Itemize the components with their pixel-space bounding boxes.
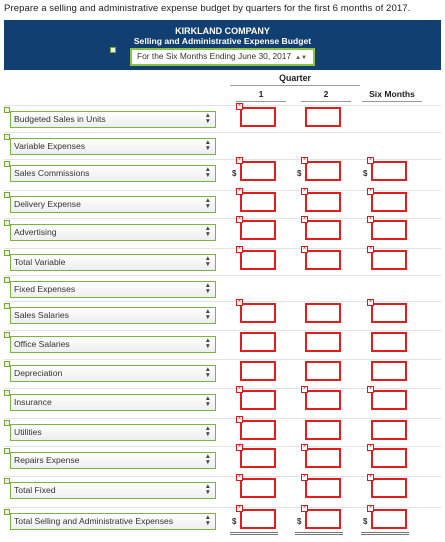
dropdown-arrows-icon: ▲▼ bbox=[295, 55, 307, 61]
row-label-dropdown-insurance[interactable] bbox=[10, 394, 216, 411]
incorrect-mark-icon: × bbox=[368, 216, 373, 222]
incorrect-mark-icon: × bbox=[368, 157, 373, 163]
row-label-text: Delivery Expense bbox=[14, 199, 81, 209]
incorrect-mark-icon: × bbox=[368, 444, 373, 450]
incorrect-mark-icon: × bbox=[237, 216, 242, 222]
amount-input-total-variable-q2[interactable] bbox=[305, 250, 341, 270]
row-label-text: Total Variable bbox=[14, 257, 66, 267]
dropdown-arrows-icon: ▲ ▼ bbox=[204, 225, 211, 238]
amount-input-sales-commissions-six-months[interactable] bbox=[371, 161, 407, 181]
row-label-text: Total Fixed bbox=[14, 485, 56, 495]
row-separator bbox=[4, 105, 441, 106]
currency-symbol: $ bbox=[232, 517, 237, 526]
dropdown-arrows-icon: ▲ ▼ bbox=[204, 425, 211, 438]
amount-input-repairs-expense-q2[interactable] bbox=[305, 448, 341, 468]
incorrect-mark-icon: × bbox=[237, 157, 242, 163]
budget-header bbox=[4, 20, 441, 70]
row-separator bbox=[4, 190, 441, 191]
currency-symbol: $ bbox=[363, 169, 368, 178]
amount-input-office-salaries-q2[interactable] bbox=[305, 332, 341, 352]
incorrect-mark-icon: × bbox=[302, 474, 307, 480]
dropdown-arrows-icon: ▲ ▼ bbox=[204, 514, 211, 527]
amount-input-sales-salaries-six-months[interactable] bbox=[371, 303, 407, 323]
amount-input-utilities-six-months[interactable] bbox=[371, 420, 407, 440]
amount-input-utilities-q2[interactable] bbox=[305, 420, 341, 440]
row-separator bbox=[4, 218, 441, 219]
currency-symbol: $ bbox=[297, 517, 302, 526]
dropdown-arrows-icon: ▲ ▼ bbox=[204, 139, 211, 152]
incorrect-mark-icon: × bbox=[237, 103, 242, 109]
row-label-text: Variable Expenses bbox=[14, 141, 86, 151]
row-label-text: Fixed Expenses bbox=[14, 284, 76, 294]
incorrect-mark-icon: × bbox=[368, 505, 373, 511]
row-separator bbox=[4, 330, 441, 331]
amount-input-office-salaries-q1[interactable] bbox=[240, 332, 276, 352]
incorrect-mark-icon: × bbox=[237, 416, 242, 422]
incorrect-mark-icon: × bbox=[302, 505, 307, 511]
incorrect-mark-icon: × bbox=[237, 474, 242, 480]
amount-input-total-selling-and-administrative-expenses-q2[interactable] bbox=[305, 509, 341, 529]
dropdown-arrows-icon: ▲ ▼ bbox=[204, 337, 211, 350]
amount-input-advertising-six-months[interactable] bbox=[371, 220, 407, 240]
currency-symbol: $ bbox=[297, 169, 302, 178]
dropdown-arrows-icon: ▲ ▼ bbox=[204, 282, 211, 295]
row-separator bbox=[4, 388, 441, 389]
incorrect-mark-icon: × bbox=[237, 299, 242, 305]
column-header-q2: 2 bbox=[301, 88, 351, 102]
amount-input-sales-salaries-q1[interactable] bbox=[240, 303, 276, 323]
incorrect-mark-icon: × bbox=[302, 386, 307, 392]
incorrect-mark-icon: × bbox=[368, 299, 373, 305]
answer-flag-icon bbox=[110, 47, 116, 53]
column-header-q1: 1 bbox=[236, 88, 286, 102]
incorrect-mark-icon: × bbox=[302, 188, 307, 194]
row-separator bbox=[4, 507, 441, 508]
amount-input-budgeted-sales-in-units-q2[interactable] bbox=[305, 107, 341, 127]
row-label-text: Utilities bbox=[14, 427, 42, 437]
row-label-text: Sales Salaries bbox=[14, 310, 69, 320]
amount-input-total-fixed-q2[interactable] bbox=[305, 478, 341, 498]
row-label-text: Budgeted Sales in Units bbox=[14, 114, 106, 124]
dropdown-arrows-icon: ▲ ▼ bbox=[204, 166, 211, 179]
incorrect-mark-icon: × bbox=[302, 216, 307, 222]
double-underline bbox=[230, 532, 278, 535]
incorrect-mark-icon: × bbox=[302, 157, 307, 163]
row-label-dropdown-utilities[interactable] bbox=[10, 424, 216, 441]
incorrect-mark-icon: × bbox=[237, 246, 242, 252]
dropdown-arrows-icon: ▲ ▼ bbox=[204, 112, 211, 125]
row-label-text: Office Salaries bbox=[14, 339, 70, 349]
row-label-dropdown-fixed-expenses[interactable] bbox=[10, 281, 216, 298]
amount-input-depreciation-q2[interactable] bbox=[305, 361, 341, 381]
incorrect-mark-icon: × bbox=[237, 444, 242, 450]
instruction-text: Prepare a selling and administrative expense budget by quarters for the first 6 months of 2017. bbox=[4, 3, 411, 14]
row-label-dropdown-delivery-expense[interactable] bbox=[10, 196, 216, 213]
row-label-dropdown-variable-expenses[interactable] bbox=[10, 138, 216, 155]
row-separator bbox=[4, 248, 441, 249]
incorrect-mark-icon: × bbox=[368, 386, 373, 392]
row-label-text: Total Selling and Administrative Expenses bbox=[14, 516, 174, 526]
amount-input-total-fixed-q1[interactable] bbox=[240, 478, 276, 498]
row-label-dropdown-office-salaries[interactable] bbox=[10, 336, 216, 353]
amount-input-insurance-q1[interactable] bbox=[240, 390, 276, 410]
row-label-dropdown-advertising[interactable] bbox=[10, 224, 216, 241]
row-label-dropdown-sales-commissions[interactable] bbox=[10, 165, 216, 182]
incorrect-mark-icon: × bbox=[368, 246, 373, 252]
double-underline bbox=[295, 532, 343, 535]
row-separator bbox=[4, 418, 441, 419]
row-label-dropdown-budgeted-sales-in-units[interactable] bbox=[10, 111, 216, 128]
amount-input-office-salaries-six-months[interactable] bbox=[371, 332, 407, 352]
incorrect-mark-icon: × bbox=[302, 246, 307, 252]
column-header-six-months: Six Months bbox=[362, 88, 422, 102]
dropdown-arrows-icon: ▲ ▼ bbox=[204, 255, 211, 268]
amount-input-repairs-expense-q1[interactable] bbox=[240, 448, 276, 468]
row-separator bbox=[4, 159, 441, 160]
row-separator bbox=[4, 275, 441, 276]
row-label-text: Sales Commissions bbox=[14, 168, 90, 178]
budget-title: Selling and Administrative Expense Budget bbox=[133, 36, 312, 46]
incorrect-mark-icon: × bbox=[237, 505, 242, 511]
row-label-text: Insurance bbox=[14, 397, 52, 407]
amount-input-depreciation-six-months[interactable] bbox=[371, 361, 407, 381]
row-separator bbox=[4, 446, 441, 447]
amount-input-sales-commissions-q2[interactable] bbox=[305, 161, 341, 181]
company-name: KIRKLAND COMPANY bbox=[175, 26, 270, 36]
amount-input-utilities-q1[interactable] bbox=[240, 420, 276, 440]
row-separator bbox=[4, 359, 441, 360]
double-underline bbox=[361, 532, 409, 535]
amount-input-depreciation-q1[interactable] bbox=[240, 361, 276, 381]
incorrect-mark-icon: × bbox=[368, 474, 373, 480]
amount-input-delivery-expense-q2[interactable] bbox=[305, 192, 341, 212]
row-label-text: Advertising bbox=[14, 227, 57, 237]
dropdown-arrows-icon: ▲ ▼ bbox=[204, 453, 211, 466]
amount-input-total-variable-q1[interactable] bbox=[240, 250, 276, 270]
row-separator bbox=[4, 132, 441, 133]
amount-input-total-fixed-six-months[interactable] bbox=[371, 478, 407, 498]
dropdown-arrows-icon: ▲ ▼ bbox=[204, 366, 211, 379]
row-label-dropdown-total-selling-and-administrative-expenses[interactable] bbox=[10, 513, 216, 530]
amount-input-insurance-six-months[interactable] bbox=[371, 390, 407, 410]
amount-input-advertising-q2[interactable] bbox=[305, 220, 341, 240]
currency-symbol: $ bbox=[232, 169, 237, 178]
amount-input-budgeted-sales-in-units-q1[interactable] bbox=[240, 107, 276, 127]
incorrect-mark-icon: × bbox=[302, 444, 307, 450]
amount-input-delivery-expense-q1[interactable] bbox=[240, 192, 276, 212]
incorrect-mark-icon: × bbox=[368, 188, 373, 194]
amount-input-advertising-q1[interactable] bbox=[240, 220, 276, 240]
row-label-dropdown-repairs-expense[interactable] bbox=[10, 452, 216, 469]
dropdown-arrows-icon: ▲ ▼ bbox=[204, 483, 211, 496]
currency-symbol: $ bbox=[363, 517, 368, 526]
row-separator bbox=[4, 476, 441, 477]
period-dropdown[interactable] bbox=[130, 48, 315, 66]
amount-input-total-selling-and-administrative-expenses-six-months[interactable] bbox=[371, 509, 407, 529]
amount-input-total-variable-six-months[interactable] bbox=[371, 250, 407, 270]
amount-input-insurance-q2[interactable] bbox=[305, 390, 341, 410]
row-label-text: Repairs Expense bbox=[14, 455, 80, 465]
row-label-dropdown-total-variable[interactable] bbox=[10, 254, 216, 271]
dropdown-arrows-icon: ▲ ▼ bbox=[204, 308, 211, 321]
row-label-dropdown-sales-salaries[interactable] bbox=[10, 307, 216, 324]
amount-input-sales-salaries-q2[interactable] bbox=[305, 303, 341, 323]
period-dropdown-value: For the Six Months Ending June 30, 2017 bbox=[137, 51, 292, 61]
row-label-dropdown-depreciation[interactable] bbox=[10, 365, 216, 382]
incorrect-mark-icon: × bbox=[237, 188, 242, 194]
row-separator bbox=[4, 301, 441, 302]
amount-input-delivery-expense-six-months[interactable] bbox=[371, 192, 407, 212]
dropdown-arrows-icon: ▲ ▼ bbox=[204, 197, 211, 210]
quarter-group-header: Quarter bbox=[230, 70, 360, 86]
amount-input-repairs-expense-six-months[interactable] bbox=[371, 448, 407, 468]
row-label-text: Depreciation bbox=[14, 368, 63, 378]
dropdown-arrows-icon: ▲ ▼ bbox=[204, 395, 211, 408]
row-label-dropdown-total-fixed[interactable] bbox=[10, 482, 216, 499]
amount-input-total-selling-and-administrative-expenses-q1[interactable] bbox=[240, 509, 276, 529]
amount-input-sales-commissions-q1[interactable] bbox=[240, 161, 276, 181]
incorrect-mark-icon: × bbox=[237, 386, 242, 392]
